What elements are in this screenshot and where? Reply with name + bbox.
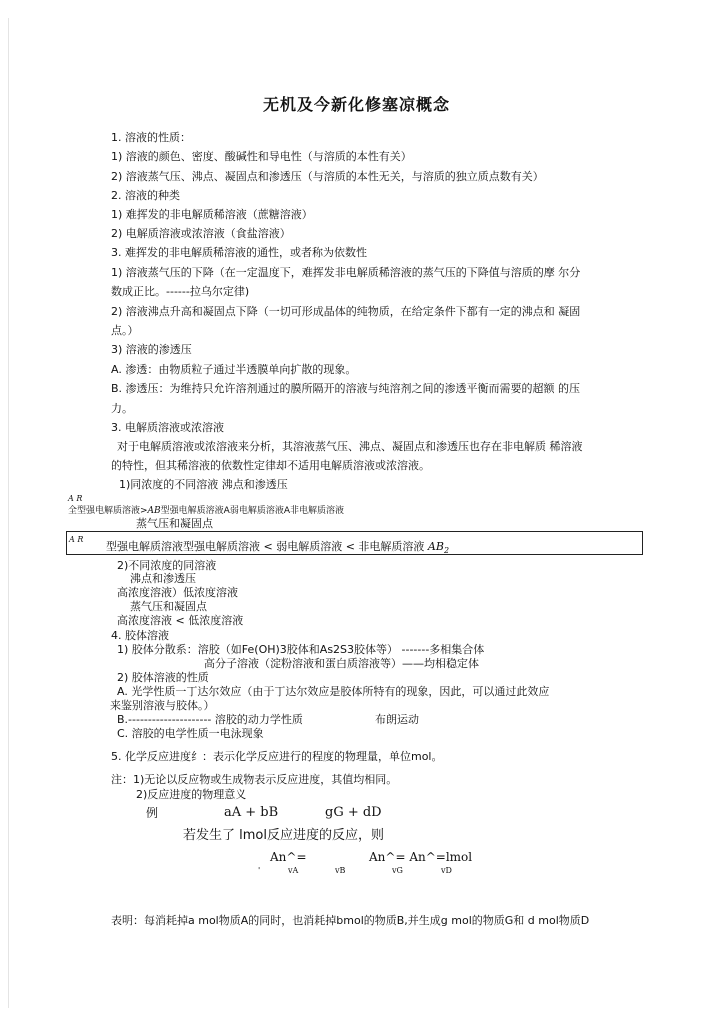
section-2-heading: 2. 溶液的种类 bbox=[111, 189, 180, 202]
section-1-heading: 1. 溶液的性质： bbox=[111, 131, 191, 144]
text-line: 高分子溶液（淀粉溶液和蛋白质溶液等）——均相稳定体 bbox=[204, 657, 479, 670]
text-line: 力。 bbox=[111, 402, 133, 415]
comparison-line bbox=[106, 540, 449, 558]
text-line: 2) 胶体溶液的性质 bbox=[117, 671, 209, 684]
text-line: 布朗运动 bbox=[375, 713, 419, 726]
text-line: 3) 溶液的渗透压 bbox=[111, 343, 192, 356]
page-edge-rule bbox=[8, 18, 9, 1008]
formula-subscript: vD bbox=[441, 866, 452, 875]
text-line: 来鉴别溶液与胶体。） bbox=[110, 699, 215, 712]
text-line: 2) 溶液沸点升高和凝固点下降（一切可形成晶体的纯物质，在给定条件下都有一定的沸点和 凝固 bbox=[111, 305, 581, 318]
text-line: 沸点和渗透压 bbox=[130, 572, 196, 585]
section-5-heading: 5. 化学反应进度纟：表示化学反应进行的程度的物理量，单位mol。 bbox=[111, 750, 443, 763]
text-line: C. 溶胶的电学性质一电泳现象 bbox=[117, 727, 264, 740]
text-line: 蒸气压和凝固点 bbox=[130, 600, 207, 613]
text-line: 对于电解质溶液或浓溶液来分析，其溶液蒸气压、沸点、凝固点和渗透压也存在非电解质 稀溶液 bbox=[117, 440, 583, 453]
formula-mark: ' bbox=[258, 866, 261, 875]
formula-span: AB bbox=[427, 540, 444, 553]
formula-2: An^= An^=lmol bbox=[369, 850, 473, 864]
text-line: 1) 溶液的颜色、密度、酸碱性和导电性（与溶质的本性有关） bbox=[111, 150, 412, 163]
text-line: 的特性，但其稀溶液的依数性定律却不适用电解质溶液或浓溶液。 bbox=[111, 459, 430, 472]
formula-subscript: vA bbox=[288, 866, 299, 875]
conclusion-line: 表明：每消耗掉a mol物质A的同时，也消耗掉bmol的物质B,并生成g mol的物质G和 d mol物质D bbox=[111, 914, 590, 927]
page-title: 无机及今新化修塞凉概念 bbox=[263, 95, 451, 114]
text-line: 数成正比。------拉乌尔定律) bbox=[111, 285, 250, 298]
formula-label: A R bbox=[69, 535, 84, 544]
section-4-heading: 4. 胶体溶液 bbox=[111, 629, 169, 642]
formula-subscript: vB bbox=[335, 866, 346, 875]
text-line: A. 光学性质一丁达尔效应（由于丁达尔效应是胶体所特有的现象，因此，可以通过此效应 bbox=[117, 685, 550, 698]
equation-right: gG + dD bbox=[325, 805, 382, 820]
section-3-heading: 3. 难挥发的非电解质稀溶液的通性，或者称为依数性 bbox=[111, 246, 367, 259]
text-line: 1) 胶体分散系：溶胶（如Fe(OH)3胶体和As2S3胶体等） -------多相集合体 bbox=[117, 643, 485, 656]
text-line: 高浓度溶液）低浓度溶液 bbox=[117, 586, 238, 599]
text-span: 型强电解质溶液A弱电解质溶液A非电解质溶液 bbox=[160, 506, 344, 516]
note-line: 注：1)无论以反应物或生成物表示反应进度，其值均相同。 bbox=[111, 773, 398, 786]
formula-span: AB bbox=[147, 506, 161, 516]
text-line: B. 渗透压：为维持只允许溶剂通过的膜所隔开的溶液与纯溶剂之间的渗透平衡而需要的超额 的压 bbox=[111, 382, 581, 395]
text-line: 2) 溶液蒸气压、沸点、凝固点和渗透压（与溶质的本性无关，与溶质的独立质点数有关） bbox=[111, 170, 544, 183]
text-line: 1) 难挥发的非电解质稀溶液（蔗糖溶液） bbox=[111, 208, 313, 221]
comparison-line bbox=[68, 504, 344, 518]
text-line: A. 渗透：由物质粒子通过半透膜单向扩散的现象。 bbox=[111, 363, 357, 376]
text-span: 全型强电解质溶液> bbox=[68, 506, 148, 516]
text-line: 点。） bbox=[111, 324, 139, 337]
example-label: 例 bbox=[146, 806, 159, 820]
note-line: 2)反应进度的物理意义 bbox=[136, 788, 247, 801]
text-line: 3. 电解质溶液或浓溶液 bbox=[111, 421, 224, 434]
equation-left: aA + bB bbox=[224, 805, 279, 820]
formula-1: An^= bbox=[270, 850, 307, 864]
text-line: 蒸气压和凝固点 bbox=[136, 517, 213, 530]
subscript: 2 bbox=[443, 546, 450, 556]
formula-label: A R bbox=[68, 494, 83, 503]
text-line: 1)同浓度的不同溶液 沸点和渗透压 bbox=[119, 478, 288, 491]
text-line: 2)不同浓度的同溶液 bbox=[117, 559, 217, 572]
text-line: 若发生了 lmol反应进度的反应，则 bbox=[183, 828, 384, 843]
formula-subscript: vG bbox=[392, 866, 403, 875]
text-line: 高浓度溶液 < 低浓度溶液 bbox=[117, 614, 244, 627]
text-line: B.--------------------- 溶胶的动力学性质 bbox=[117, 713, 303, 726]
text-line: 1) 溶液蒸气压的下降（在一定温度下，难挥发非电解质稀溶液的蒸气压的下降值与溶质的摩 尔分 bbox=[111, 266, 581, 279]
text-span: 型强电解质溶液型强电解质溶液 < 弱电解质溶液 < 非电解质溶液 bbox=[106, 540, 425, 553]
text-line: 2) 电解质溶液或浓溶液（食盐溶液） bbox=[111, 227, 291, 240]
